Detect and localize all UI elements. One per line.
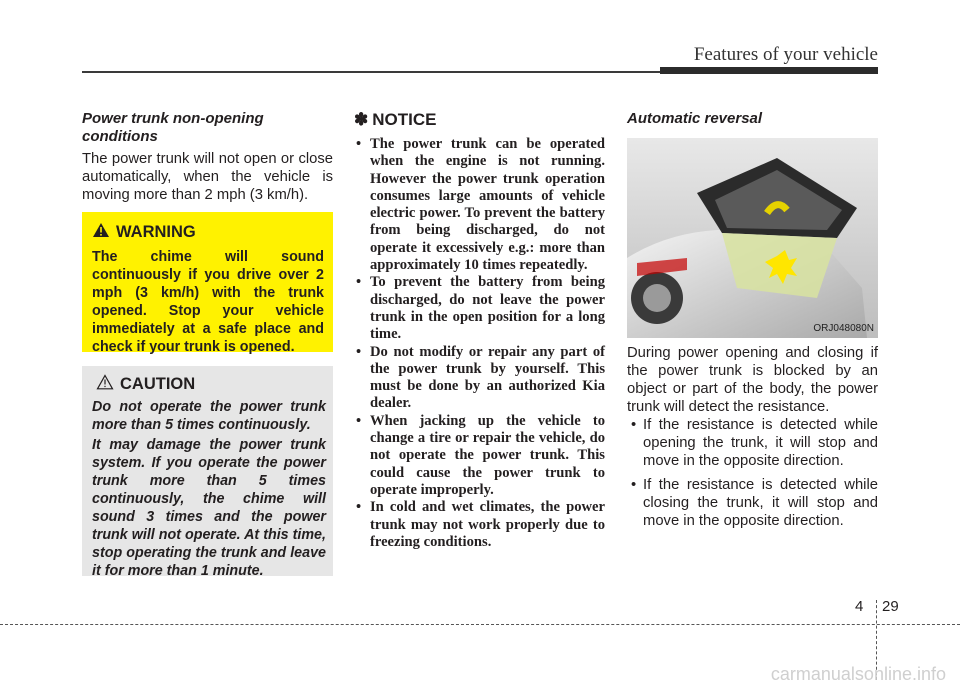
section-title-power-trunk-non-opening xyxy=(82,110,264,146)
bullet-list xyxy=(627,416,878,536)
page-header-title: Features of your vehicle xyxy=(693,44,878,65)
warning-heading xyxy=(92,222,196,243)
body-paragraph: During power opening and closing if the power trunk is blocked by an object or part of the body, the power trunk will detect the resistance. xyxy=(627,345,878,415)
caution-triangle-icon xyxy=(96,374,114,395)
notice-item: • To prevent the battery from being discharged, do not leave the power trunk in the open position for a long time. xyxy=(354,274,605,343)
bullet-item: • If the resistance is detected while closing the trunk, it will stop and move in the opposite direction. xyxy=(627,476,878,530)
warning-box xyxy=(82,212,333,355)
notice-item: • The power trunk can be operated when the engine is not running. However the power trunk operation consumes large amounts of vehicle electric power. To prevent the battery from being discharged, do not operate it excessively e.g.: more than approximately 10 times repeatedly. xyxy=(354,136,605,274)
caution-paragraph-2: It may damage the power trunk system. If you operate the power trunk more than 5 times continuously, the chime will sound 3 times and the power trunk will not operate. At this time, stop operating the trunk and leave it for more than 1 minute. xyxy=(92,437,326,579)
warning-triangle-icon xyxy=(92,222,110,243)
section-title-line1: Power trunk non-opening xyxy=(82,110,264,127)
caution-heading xyxy=(96,374,195,395)
image-caption: ORJ048080N xyxy=(813,323,874,334)
notice-item: • In cold and wet climates, the power trunk may not work properly due to freezing conditions. xyxy=(354,499,605,551)
notice-list xyxy=(354,136,605,551)
bullet-item: • If the resistance is detected while opening the trunk, it will stop and move in the opposite direction. xyxy=(627,416,878,470)
notice-item: • Do not modify or repair any part of the power trunk by yourself. This must be done by an authorized Kia dealer. xyxy=(354,344,605,413)
section-title-automatic-reversal: Automatic reversal xyxy=(627,110,763,127)
chapter-number: 4 xyxy=(855,598,864,615)
warning-text: The chime will sound continuously if you drive over 2 mph (3 km/h) with the trunk opened. Stop your vehicle immediately at a safe place and check if your trunk is opened. xyxy=(92,249,324,355)
footer-dashed-rule xyxy=(0,624,960,625)
watermark: carmanualsonline.info xyxy=(770,664,946,684)
caution-label: CAUTION xyxy=(120,375,196,393)
caution-box xyxy=(82,366,333,579)
notice-label: NOTICE xyxy=(372,110,437,129)
notice-heading xyxy=(354,110,436,130)
caution-paragraph-1: Do not operate the power trunk more than 5 times continuously. xyxy=(92,399,326,433)
section-title-line2: conditions xyxy=(82,128,158,145)
trunk-illustration xyxy=(627,138,878,338)
body-paragraph: The power trunk will not open or close automatically, when the vehicle is moving more than 2 mph (3 km/h). xyxy=(82,151,333,203)
car-trunk-image xyxy=(627,138,878,338)
header-accent-bar xyxy=(660,67,878,74)
page-number: 29 xyxy=(882,598,899,615)
notice-item: • When jacking up the vehicle to change a tire or repair the vehicle, do not operate the power trunk. This could cause the power trunk to operate improperly. xyxy=(354,413,605,499)
notice-asterisk-icon: ✽ xyxy=(354,110,369,129)
warning-label: WARNING xyxy=(116,223,196,241)
